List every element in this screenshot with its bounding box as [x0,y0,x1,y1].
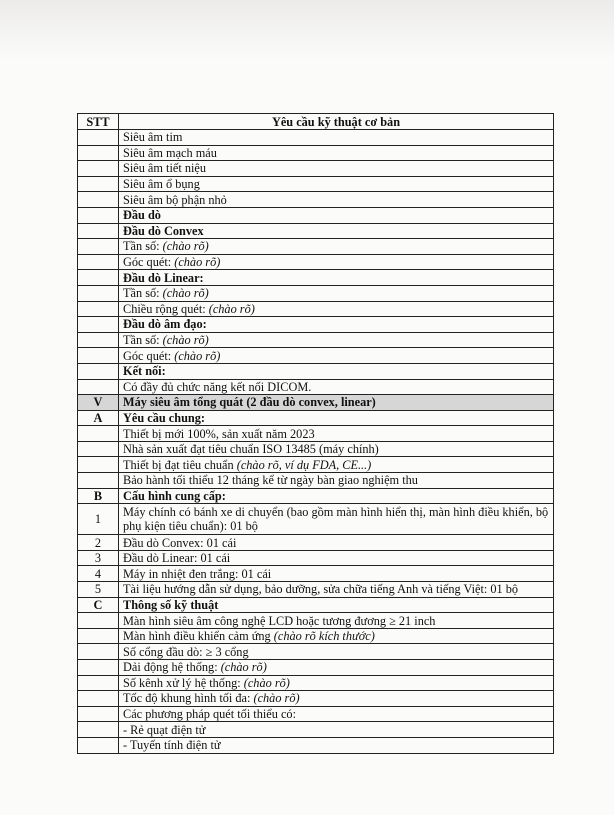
row-stt [78,722,119,738]
requirement-text: Thông số kỹ thuật [123,597,219,612]
row-stt [78,348,119,364]
requirement-note: (chào rõ, ví dụ FDA, CE...) [236,457,372,472]
requirement-text: Nhà sản xuất đạt tiêu chuẩn ISO 13485 (máy chính) [123,442,379,457]
row-stt [78,207,119,223]
requirement-text: Tài liệu hướng dẫn sử dụng, bảo dưỡng, sửa chữa tiếng Anh và tiếng Việt: 01 bộ [123,582,519,597]
row-stt: C [78,597,119,613]
row-requirement [119,722,554,738]
row-requirement [119,457,554,473]
requirement-text: Có đầy đủ chức năng kết nối DICOM. [123,379,312,394]
row-requirement [119,706,554,722]
row-stt [78,457,119,473]
requirement-text: Góc quét: [123,348,175,363]
requirement-text: Thiết bị mới 100%, sản xuất năm 2023 [123,426,315,441]
row-stt [78,644,119,660]
table-row [78,675,554,691]
row-requirement [119,363,554,379]
table-row [78,597,554,613]
row-requirement [119,628,554,644]
row-requirement [119,176,554,192]
table-row [78,504,554,535]
requirement-text: Siêu âm tim [123,130,183,145]
row-requirement [119,441,554,457]
spec-table [77,113,554,754]
requirement-text: Đầu dò Convex: 01 cái [123,535,237,550]
row-stt [78,660,119,676]
row-requirement [119,504,554,535]
row-stt [78,270,119,286]
row-stt [78,363,119,379]
row-stt: A [78,410,119,426]
requirement-text: Dải động hệ thống: [123,660,221,675]
row-requirement [119,597,554,613]
requirement-text: Tần số: [123,333,163,348]
table-body [78,130,554,754]
requirement-text: Đầu dò Linear: [123,270,204,285]
table-row [78,301,554,317]
requirement-text: Chiều rộng quét: [123,301,209,316]
table-row [78,457,554,473]
requirement-text: Các phương pháp quét tối thiểu có: [123,707,296,722]
requirement-note: (chào rõ) [220,660,267,675]
row-stt [78,706,119,722]
row-stt [78,239,119,255]
row-requirement [119,285,554,301]
requirement-text: Số kênh xử lý hệ thống: [123,675,244,690]
row-stt [78,473,119,489]
requirement-note: (chào rõ) [162,239,209,254]
table-row [78,223,554,239]
row-requirement [119,473,554,489]
table-row [78,270,554,286]
table-row [78,363,554,379]
row-stt [78,254,119,270]
table-row [78,488,554,504]
table-row [78,473,554,489]
table-row [78,192,554,208]
row-stt [78,176,119,192]
row-requirement [119,145,554,161]
row-stt [78,426,119,442]
table-row [78,628,554,644]
table-row [78,379,554,395]
row-requirement [119,192,554,208]
requirement-text: Đầu dò [123,208,161,223]
requirement-text: Tần số: [123,286,163,301]
row-requirement [119,737,554,753]
row-requirement [119,550,554,566]
table-row [78,535,554,551]
table-row [78,239,554,255]
row-requirement [119,348,554,364]
row-requirement [119,130,554,146]
row-stt [78,317,119,333]
header-requirement: Yêu cầu kỹ thuật cơ bản [119,114,554,130]
row-requirement [119,207,554,223]
row-stt: 1 [78,504,119,535]
table-row [78,566,554,582]
row-requirement [119,317,554,333]
row-requirement [119,488,554,504]
row-stt [78,441,119,457]
row-stt [78,675,119,691]
table-row [78,644,554,660]
table-row [78,691,554,707]
table-row [78,254,554,270]
row-stt: 5 [78,582,119,598]
table-row [78,426,554,442]
table-row [78,706,554,722]
row-requirement [119,660,554,676]
requirement-text: Tốc độ khung hình tối đa: [123,691,254,706]
row-stt [78,332,119,348]
requirement-text: Đầu dò Linear: 01 cái [123,551,231,566]
requirement-note: (chào rõ) [174,348,221,363]
header-stt: STT [78,114,119,130]
table-row [78,722,554,738]
requirement-text: Màn hình điều khiển cảm ứng [123,629,274,644]
requirement-text: Số cổng đầu dò: ≥ 3 cổng [123,644,249,659]
row-stt [78,223,119,239]
row-stt: 3 [78,550,119,566]
table-row [78,285,554,301]
requirement-text: - Rẻ quạt điện tử [123,722,206,737]
row-requirement [119,582,554,598]
row-requirement [119,161,554,177]
table-row [78,161,554,177]
requirement-text: Siêu âm tiết niệu [123,161,206,176]
requirement-note: (chào rõ) [253,691,300,706]
row-stt [78,161,119,177]
row-stt [78,192,119,208]
row-stt [78,301,119,317]
row-requirement [119,301,554,317]
row-stt: B [78,488,119,504]
requirement-note: (chào rõ) [162,333,209,348]
requirement-note: (chào rõ) [174,255,221,270]
table-row [78,317,554,333]
requirement-text: Yêu cầu chung: [123,410,205,425]
scan-shading [0,0,614,60]
requirement-text: Bảo hành tối thiểu 12 tháng kể từ ngày bàn giao nghiệm thu [123,473,418,488]
row-stt [78,613,119,629]
requirement-text: Kết nối: [123,364,166,379]
row-stt [78,737,119,753]
table-row [78,176,554,192]
requirement-text: - Tuyến tính điện tử [123,738,221,753]
row-requirement [119,239,554,255]
requirement-text: Đầu dò âm đạo: [123,317,207,332]
row-requirement [119,426,554,442]
requirement-text: Thiết bị đạt tiêu chuẩn [123,457,237,472]
table-row [78,660,554,676]
table-row [78,441,554,457]
requirement-text: Máy chính có bánh xe di chuyển (bao gồm màn hình hiển thị, màn hình điều khiển, bộ phụ kiện tiêu chuẩn): 01 bộ [123,505,549,534]
table-row [78,207,554,223]
requirement-text: Siêu âm ổ bụng [123,177,200,192]
table-row [78,348,554,364]
table-row [78,395,554,411]
requirement-text: Máy in nhiệt đen trắng: 01 cái [123,566,272,581]
row-stt [78,691,119,707]
row-requirement [119,410,554,426]
requirement-note: (chào rõ) [162,286,209,301]
table-row [78,130,554,146]
row-stt [78,628,119,644]
requirement-text: Siêu âm mạch máu [123,145,217,160]
row-requirement [119,535,554,551]
table-row [78,550,554,566]
row-requirement [119,223,554,239]
requirement-text: Cấu hình cung cấp: [123,488,226,503]
requirement-note: (chào rõ kích thước) [273,629,375,644]
requirement-note: (chào rõ) [243,675,290,690]
requirement-text: Siêu âm bộ phận nhỏ [123,192,227,207]
row-stt [78,130,119,146]
row-stt [78,145,119,161]
table-row [78,145,554,161]
table-header-row [78,114,554,130]
table-row [78,737,554,753]
row-stt: 2 [78,535,119,551]
row-requirement [119,566,554,582]
table-row [78,410,554,426]
row-requirement [119,395,554,411]
row-stt [78,285,119,301]
table-row [78,582,554,598]
row-stt: 4 [78,566,119,582]
requirement-text: Máy siêu âm tổng quát (2 đầu dò convex, linear) [123,395,376,410]
row-requirement [119,332,554,348]
requirement-text: Màn hình siêu âm công nghệ LCD hoặc tương đương ≥ 21 inch [123,613,436,628]
row-requirement [119,644,554,660]
requirement-note: (chào rõ) [208,301,255,316]
requirement-text: Đầu dò Convex [123,223,204,238]
row-requirement [119,675,554,691]
table-row [78,332,554,348]
requirement-text: Góc quét: [123,255,175,270]
row-requirement [119,254,554,270]
row-stt [78,379,119,395]
requirement-text: Tần số: [123,239,163,254]
row-requirement [119,613,554,629]
table-row [78,613,554,629]
row-requirement [119,270,554,286]
row-requirement [119,379,554,395]
row-requirement [119,691,554,707]
row-stt: V [78,395,119,411]
